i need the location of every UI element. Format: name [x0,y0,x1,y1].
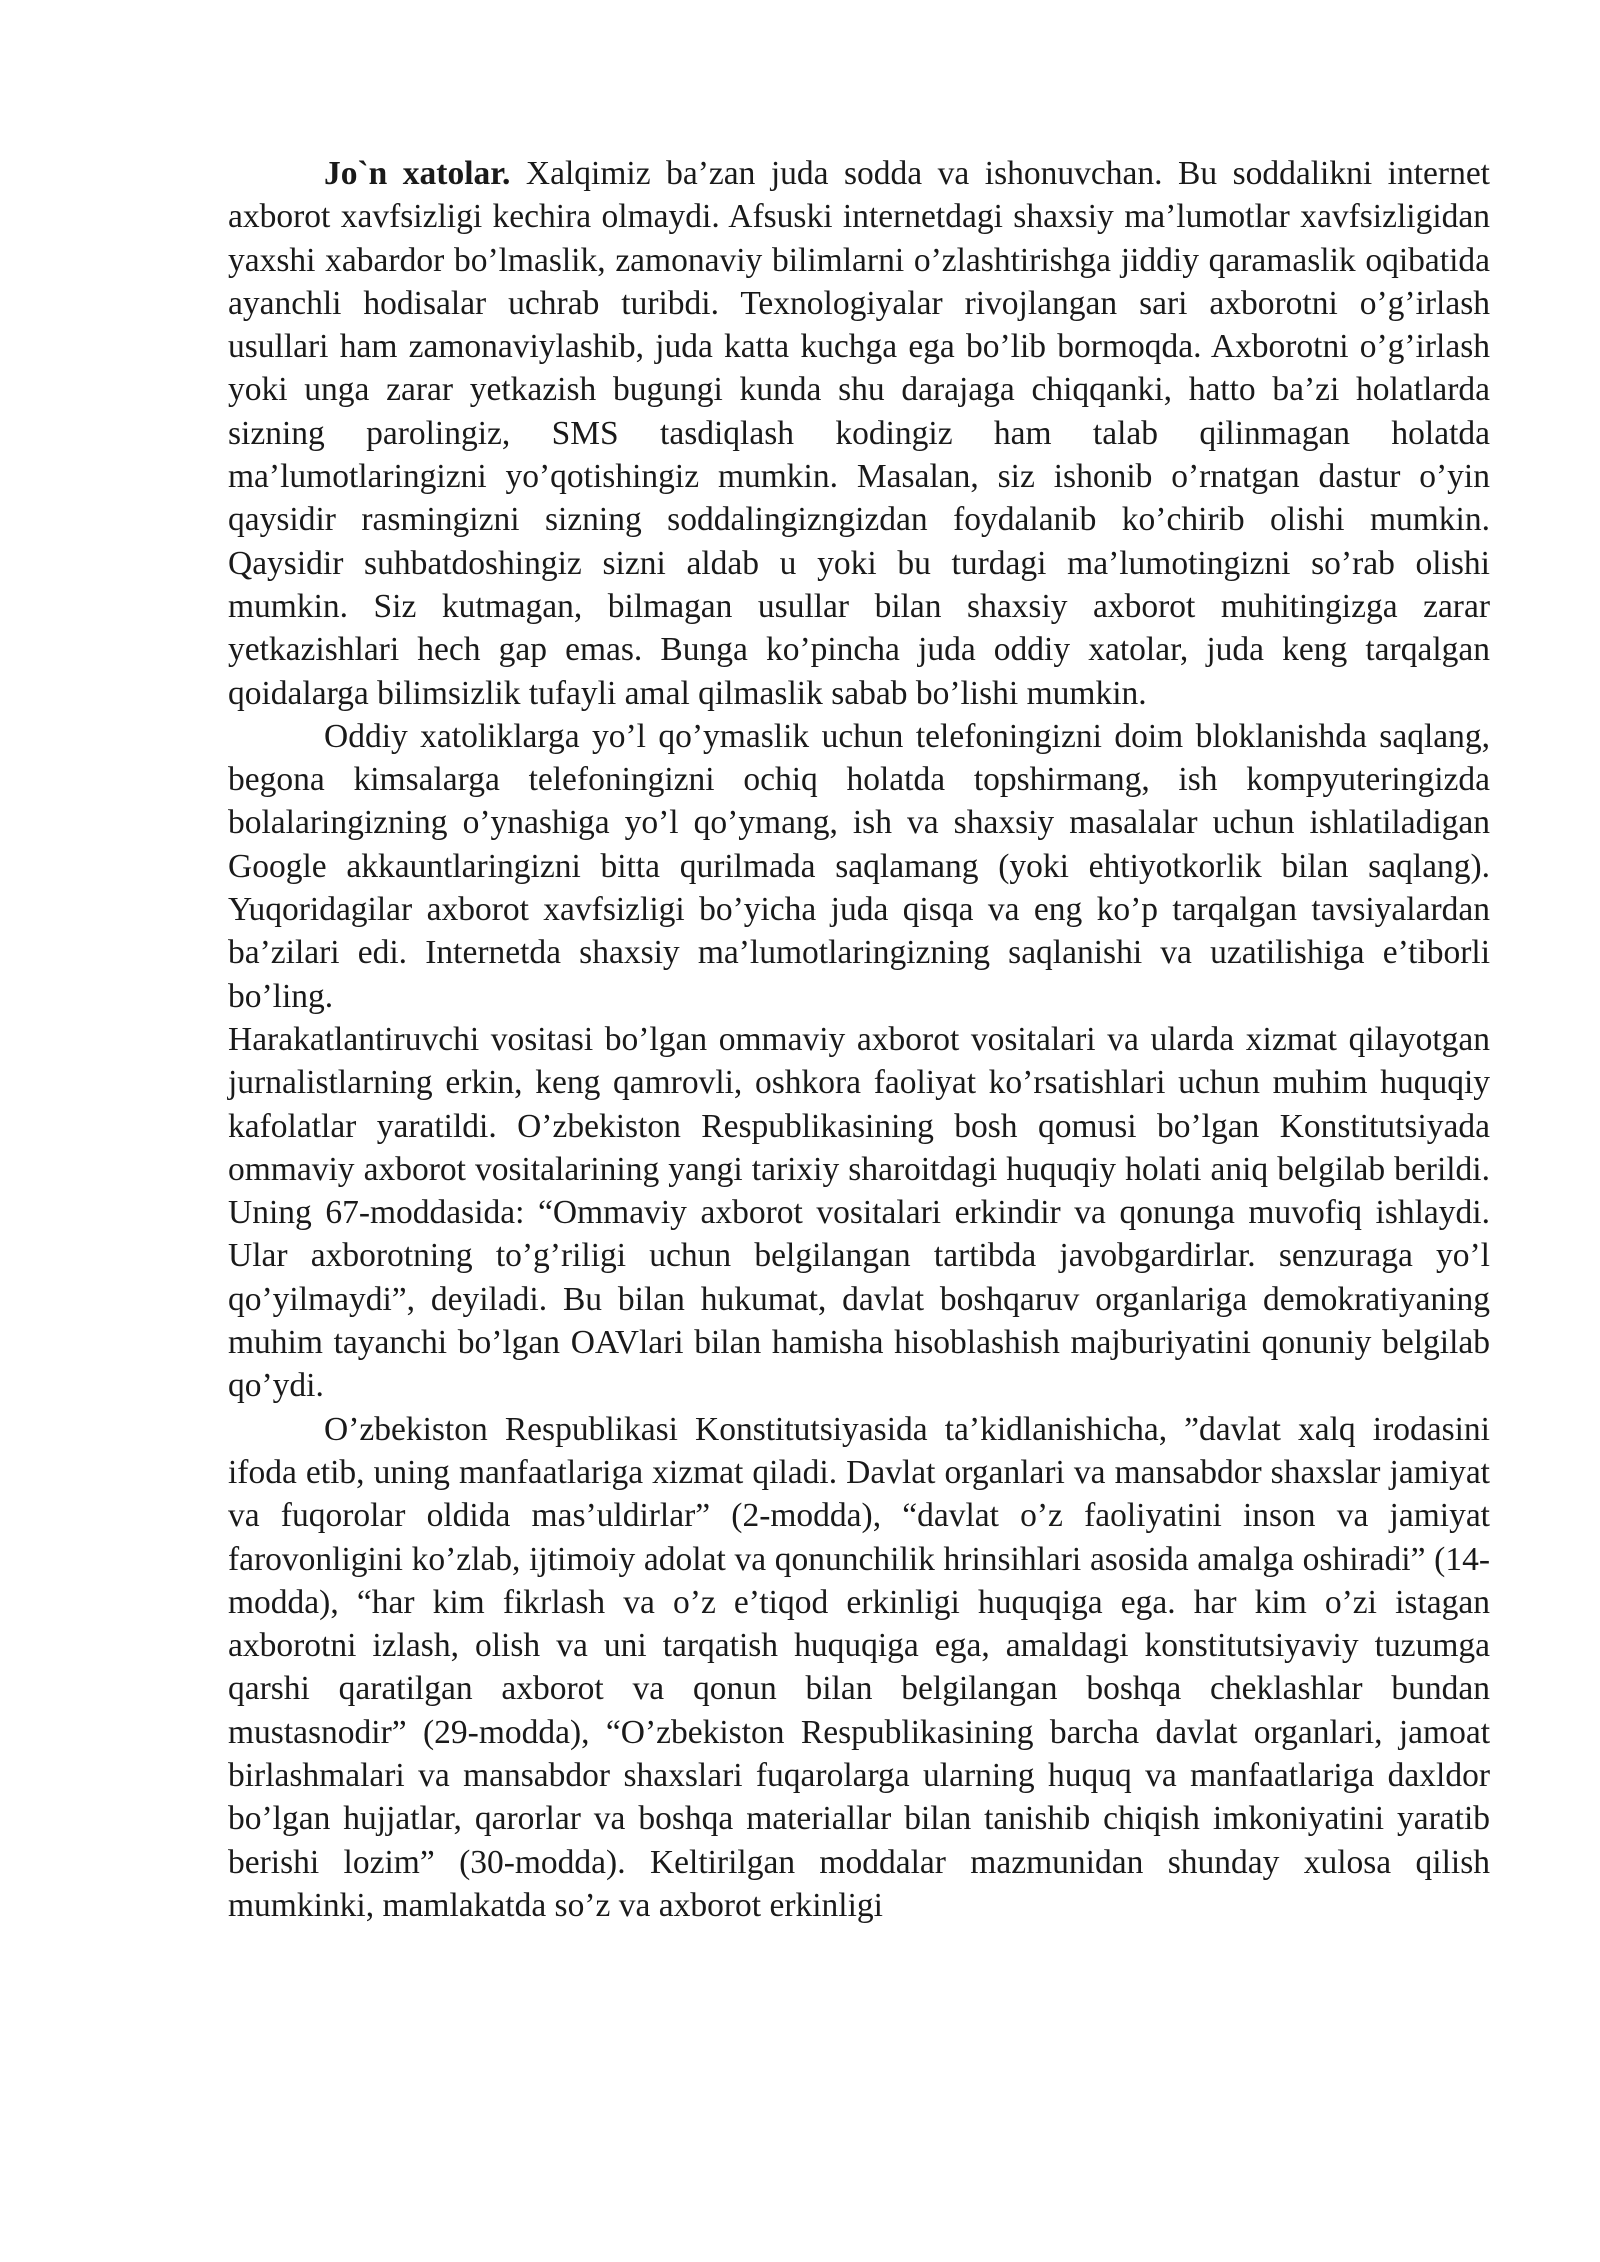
paragraph-lead-heading: Jo`n xatolar. [324,155,511,192]
paragraph-harakatlantiruvchi: Harakatlantiruvchi vositasi bo’lgan ommaviy axborot vositalari va ularda xizmat qilayotgan jurnalistlarning erkin, keng qamrovli, oshkora faoliyat ko’rsatishlari uchun muhim huquqiy kafolatlar yaratildi. O’zbekiston Respublikasining bosh qomusi bo’lgan Konstitutsiyada ommaviy axborot vositalarining yangi tarixiy sharoitdagi huquqiy holati aniq belgilab berildi. Uning 67-moddasida: “Ommaviy axborot vositalari erkindir va qonunga muvofiq ishlaydi. Ular axborotning to’g’riligi uchun belgilangan tartibda javobgardirlar. senzuraga yo’l qo’yilmaydi”, deyiladi. Bu bilan hukumat, davlat boshqaruv organlariga demokratiyaning muhim tayanchi bo’lgan OAVlari bilan hamisha hisoblashish majburiyatini qonuniy belgilab qo’ydi. [228,1020,1490,1405]
document-page [228,152,1490,1927]
paragraph-oddiy-xatoliklar: Oddiy xatoliklarga yo’l qo’ymaslik uchun telefoningizni doim bloklanishda saqlang, begona kimsalarga telefoningizni ochiq holatda topshirmang, ish kompyuteringizda bolalaringizning o’ynashiga yo’l qo’ymang, ish va shaxsiy masalalar uchun ishlatiladigan Google akkauntlaringizni bitta qurilmada saqlamang (yoki ehtiyotkorlik bilan saqlang). Yuqoridagilar axborot xavfsizligi bo’yicha juda qisqa va eng ko’p tarqalgan tavsiyalardan ba’zilari edi. Internetda shaxsiy ma’lumotlaringizning saqlanishi va uzatilishiga e’tiborli bo’ling. [228,717,1490,1015]
paragraph-body-text: Xalqimiz ba’zan juda sodda va ishonuvchan. Bu soddalikni internet axborot xavfsizligi kechira olmaydi. Afsuski internetdagi shaxsiy ma’lumotlar xavfsizligidan yaxshi xabardor bo’lmaslik, zamonaviy bilimlarni o’zlashtirishga jiddiy qaramaslik oqibatida ayanchli hodisalar uchrab turibdi. Texnologiyalar rivojlangan sari axborotni o’g’irlash usullari ham zamonaviylashib, juda katta kuchga ega bo’lib bormoqda. Axborotni o’g’irlash yoki unga zarar yetkazish bugungi kunda shu darajaga chiqqanki, hatto ba’zi holatlarda sizning parolingiz, SMS tasdiqlash kodingiz ham talab qilinmagan holatda ma’lumotlaringizni yo’qotishingiz mumkin. Masalan, siz ishonib o’rnatgan dastur o’yin qaysidir rasmingizni sizning soddalingizngizdan foydalanib ko’chirib olishi mumkin. Qaysidir suhbatdoshingiz sizni aldab u yoki bu turdagi ma’lumotingizni so’rab olishi mumkin. Siz kutmagan, bilmagan usullar bilan shaxsiy axborot muhitingizga zarar yetkazishlari hech gap emas. Bunga ko’pincha juda oddiy xatolar, juda keng tarqalgan qoidalarga bilimsizlik tufayli amal qilmaslik sabab bo’lishi mumkin. [228,155,1490,712]
paragraph-jon-xatolar [228,152,1490,715]
paragraph-konstitutsiya: O’zbekiston Respublikasi Konstitutsiyasida ta’kidlanishicha, ”davlat xalq irodasini ifoda etib, uning manfaatlariga xizmat qiladi. Davlat organlari va mansabdor shaxslar jamiyat va fuqorolar oldida mas’uldirlar” (2-modda), “davlat o’z faoliyatini inson va jamiyat farovonligini ko’zlab, ijtimoiy adolat va qonunchilik hrinsihlari asosida amalga oshiradi” (14-modda), “har kim fikrlash va o’z e’tiqod erkinligi huquqiga ega. har kim o’zi istagan axborotni izlash, olish va uni tarqatish huquqiga ega, amaldagi konstitutsiyaviy tuzumga qarshi qaratilgan axborot va qonun bilan belgilangan boshqa cheklashlar bundan mustasnodir” (29-modda), “O’zbekiston Respublikasining barcha davlat organlari, jamoat birlashmalari va mansabdor shaxslari fuqarolarga ularning huquq va manfaatlariga daxldor bo’lgan hujjatlar, qarorlar va boshqa materiallar bilan tanishib chiqish imkoniyatini yaratib berishi lozim” (30-modda). Keltirilgan moddalar mazmunidan shunday xulosa qilish mumkinki, mamlakatda so’z va axborot erkinligi [228,1410,1490,1924]
